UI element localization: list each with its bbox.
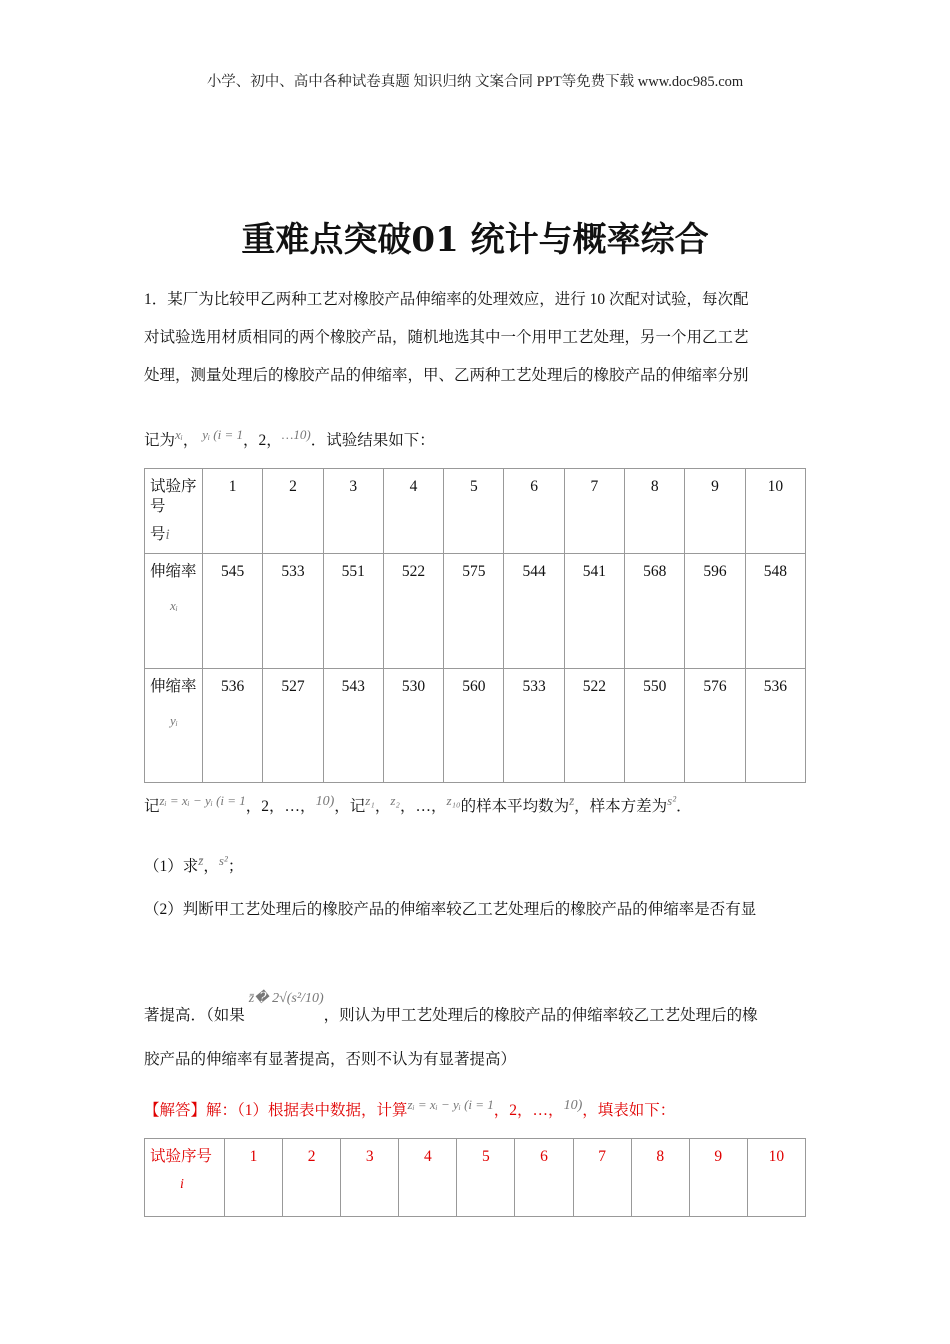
table-cell: 2 bbox=[263, 469, 323, 554]
table-cell: 522 bbox=[383, 554, 443, 669]
table-row-index: 试验序号 号i 1 2 3 4 5 6 7 8 9 10 bbox=[145, 469, 806, 554]
answer-table-row-index: 试验序号 i 1 2 3 4 5 6 7 8 9 10 bbox=[145, 1139, 806, 1217]
table-cell: 560 bbox=[444, 669, 504, 783]
table-cell: 8 bbox=[625, 469, 685, 554]
table-cell: 9 bbox=[685, 469, 745, 554]
table-cell: 576 bbox=[685, 669, 745, 783]
table-cell: 551 bbox=[323, 554, 383, 669]
table-cell: 575 bbox=[444, 554, 504, 669]
table-cell: 530 bbox=[383, 669, 443, 783]
definition-line: 记$^{zᵢ = xᵢ - yᵢ (i = 1}$，2，…，$^{10)}$，记$^{z_1}$，$^{z_2}$，…，$^{z_{10}}$的样本平均数为$^{z̄}$，样本方差为$^{s^2}$． bbox=[144, 793, 692, 816]
table-cell: 4 bbox=[399, 1139, 457, 1217]
table-cell: 533 bbox=[504, 669, 564, 783]
answer-line: 【解答】解：（1）根据表中数据，计算$^{zᵢ = xᵢ - yᵢ (i = 1}$，2，…，$^{10)}$，填表如下： bbox=[144, 1097, 676, 1120]
table-cell: 10 bbox=[745, 469, 805, 554]
page-header: 小学、初中、高中各种试卷真题 知识归纳 文案合同 PPT等免费下载 www.doc985.com bbox=[206, 74, 744, 90]
table-cell: 568 bbox=[625, 554, 685, 669]
table-cell: 545 bbox=[203, 554, 263, 669]
table-cell: 544 bbox=[504, 554, 564, 669]
table-cell: 7 bbox=[573, 1139, 631, 1217]
table-cell: 3 bbox=[323, 469, 383, 554]
table-cell: 1 bbox=[225, 1139, 283, 1217]
table-cell: 543 bbox=[323, 669, 383, 783]
table-cell: 5 bbox=[444, 469, 504, 554]
table-cell: 527 bbox=[263, 669, 323, 783]
table-cell: 522 bbox=[564, 669, 624, 783]
problem-line-4: 记为$^{xᵢ}$， $^{yᵢ (i = 1}$，2，$^{\dots 10)}$．试验结果如下： bbox=[144, 427, 435, 450]
table-cell: 8 bbox=[631, 1139, 689, 1217]
table-cell: 2 bbox=[283, 1139, 341, 1217]
table-cell: 7 bbox=[564, 469, 624, 554]
table-row-y: 伸缩率 yᵢ 536 527 543 530 560 533 522 550 576 536 bbox=[145, 669, 806, 783]
data-table bbox=[144, 468, 806, 783]
table-cell: 1 bbox=[203, 469, 263, 554]
problem-line-3: 处理，测量处理后的橡胶产品的伸缩率，甲、乙两种工艺处理后的橡胶产品的伸缩率分别 bbox=[144, 367, 749, 384]
table-cell: 536 bbox=[203, 669, 263, 783]
table-cell: 536 bbox=[745, 669, 805, 783]
table-cell: 9 bbox=[689, 1139, 747, 1217]
question-1: （1）求$^{z̄}$，$^{s^2}$； bbox=[144, 853, 244, 876]
table-cell: 548 bbox=[745, 554, 805, 669]
table-cell: 4 bbox=[383, 469, 443, 554]
table-cell: 6 bbox=[515, 1139, 573, 1217]
table-row-x: 伸缩率 xᵢ 545 533 551 522 575 544 541 568 596 548 bbox=[145, 554, 806, 669]
table-cell: 10 bbox=[747, 1139, 805, 1217]
table-cell: 533 bbox=[263, 554, 323, 669]
question-2-line-3: 胶产品的伸缩率有显著提高，否则不认为有显著提高） bbox=[144, 1051, 517, 1068]
table-cell: 6 bbox=[504, 469, 564, 554]
table-cell: 5 bbox=[457, 1139, 515, 1217]
table-cell: 541 bbox=[564, 554, 624, 669]
problem-line-1: 1．某厂为比较甲乙两种工艺对橡胶产品伸缩率的处理效应，进行 10 次配对试验，每次配 bbox=[144, 291, 749, 308]
table-cell: 550 bbox=[625, 669, 685, 783]
page-title: 重难点突破01 统计与概率综合 bbox=[241, 220, 709, 260]
table-cell: 3 bbox=[341, 1139, 399, 1217]
condition-formula: z̄� 2√(s²/10) bbox=[248, 991, 324, 1006]
problem-line-2: 对试验选用材质相同的两个橡胶产品，随机地选其中一个用甲工艺处理，另一个用乙工艺 bbox=[144, 329, 749, 346]
question-2-line-1: （2）判断甲工艺处理后的橡胶产品的伸缩率较乙工艺处理后的橡胶产品的伸缩率是否有显 bbox=[144, 901, 757, 918]
answer-table bbox=[144, 1138, 806, 1217]
question-2-line-2: 著提高．（如果z̄� 2√(s²/10)，则认为甲工艺处理后的橡胶产品的伸缩率较乙工艺处理后的橡 bbox=[144, 991, 758, 1024]
table-cell: 596 bbox=[685, 554, 745, 669]
